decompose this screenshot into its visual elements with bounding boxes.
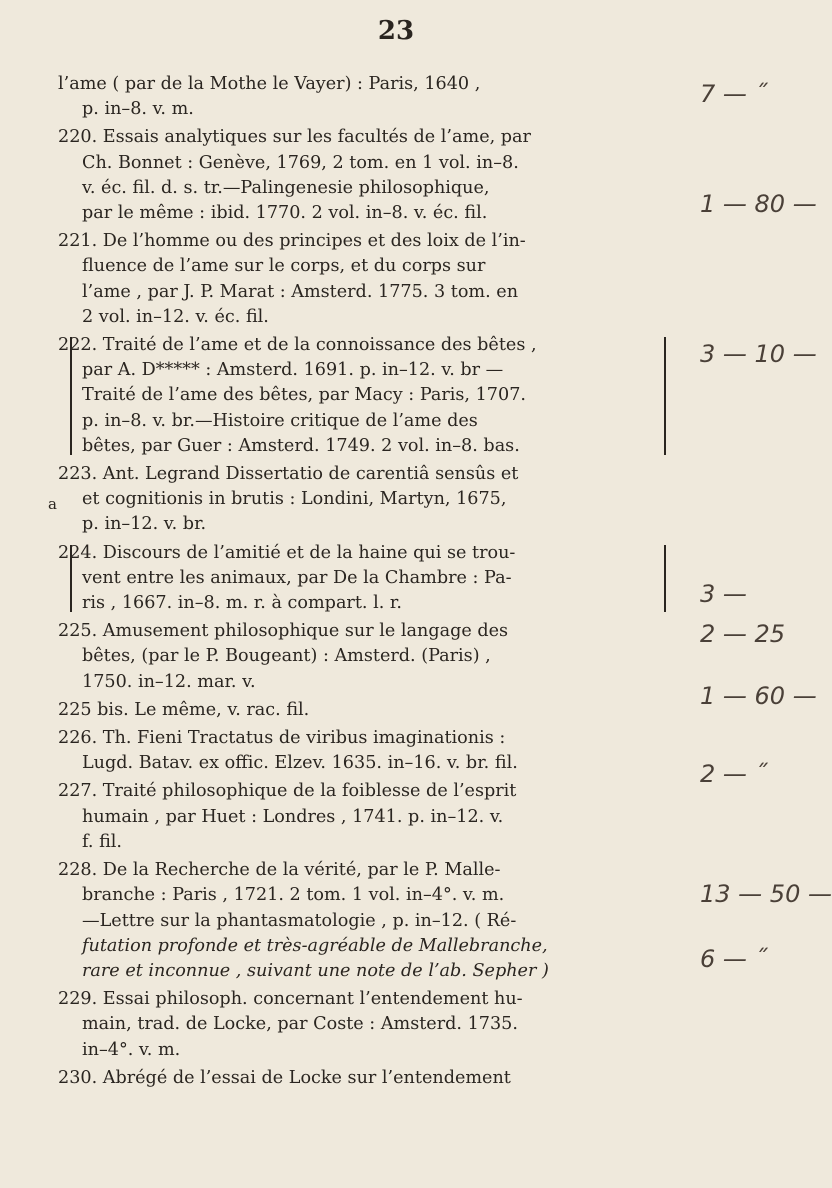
catalogue-entry-227 — [58, 779, 656, 855]
entry-line: main, trad. de Locke, par Coste : Amsterd. 1735. — [82, 1014, 518, 1035]
catalogue-entry-225-bis — [58, 698, 656, 723]
catalogue-entry-224 — [58, 541, 656, 617]
entry-line: rare et inconnue , suivant une note de l’ab. Sepher ) — [82, 960, 549, 981]
entry-line: ris , 1667. in–8. m. r. à compart. l. r. — [82, 593, 402, 614]
entry-line: fluence de l’ame sur le corps, et du corps sur — [82, 256, 486, 277]
entry-line: Lugd. Batav. ex offic. Elzev. 1635. in–16. v. br. fil. — [82, 753, 518, 774]
entry-line: 224. Discours de l’amitié et de la haine qui se trou- — [58, 542, 516, 563]
entry-line: v. éc. fil. d. s. tr.—Palingenesie philosophique, — [82, 177, 490, 198]
price-note: 13 — 50 — — [700, 880, 832, 908]
entry-line: f. fil. — [82, 831, 123, 852]
price-note: 2 — 25 — [700, 620, 786, 648]
entry-line: 1750. in–12. mar. v. — [82, 671, 256, 692]
entry-line: 220. Essais analytiques sur les facultés de l’ame, par — [58, 127, 531, 148]
entry-line: Traité de l’ame des bêtes, par Macy : Paris, 1707. — [82, 385, 526, 406]
entry-line: humain , par Huet : Londres , 1741. p. in–12. v. — [82, 806, 504, 827]
catalogue-entry-230 — [58, 1066, 656, 1091]
price-note: 1 — 60 — — [700, 682, 817, 710]
entry-line: branche : Paris , 1721. 2 tom. 1 vol. in–4°. v. m. — [82, 885, 505, 906]
entry-line: p. in–8. v. m. — [82, 99, 194, 120]
entry-line: 223. Ant. Legrand Dissertatio de carentiâ sensûs et — [58, 464, 519, 485]
entry-line: et cognitionis in brutis : Londini, Martyn, 1675, — [82, 489, 507, 510]
entry-line: vent entre les animaux, par De la Chambre : Pa- — [82, 567, 512, 588]
catalogue-entry-219-continued — [58, 72, 656, 122]
entry-line: 225 bis. Le même, v. rac. fil. — [58, 699, 310, 720]
entry-line: 228. De la Recherche de la vérité, par le P. Malle- — [58, 860, 501, 881]
catalogue-entry-222 — [58, 333, 656, 459]
entry-line: bêtes, par Guer : Amsterd. 1749. 2 vol. in–8. bas. — [82, 435, 520, 456]
entry-line: 221. De l’homme ou des principes et des loix de l’in- — [58, 231, 526, 252]
grouping-bracket — [661, 545, 666, 613]
entry-line: bêtes, (par le P. Bougeant) : Amsterd. (Paris) , — [82, 646, 491, 667]
entry-line: futation profonde et très-agréable de Mallebranche, — [82, 935, 548, 956]
catalogue-entry-228 — [58, 858, 656, 984]
grouping-bracket — [661, 337, 666, 455]
entry-line: Ch. Bonnet : Genève, 1769, 2 tom. en 1 vol. in–8. — [82, 152, 519, 173]
grouping-bracket — [70, 337, 75, 455]
entry-line: p. in–8. v. br.—Histoire critique de l’ame des — [82, 410, 478, 431]
entry-line: l’ame , par J. P. Marat : Amsterd. 1775. 3 tom. en — [82, 281, 519, 302]
price-note: 3 — — [700, 580, 747, 608]
handwritten-price-notes — [680, 60, 832, 1160]
catalogue-entry-221 — [58, 229, 656, 330]
entry-line: 225. Amusement philosophique sur le langage des — [58, 621, 509, 642]
price-note: 7 — ˝ — [700, 80, 767, 108]
entry-line: p. in–12. v. br. — [82, 514, 207, 535]
price-note: 3 — 10 — — [700, 340, 817, 368]
catalogue-entry-226 — [58, 726, 656, 776]
price-note: 2 — ˝ — [700, 760, 767, 788]
entry-line: —Lettre sur la phantasmatologie , p. in–12. ( Ré- — [82, 910, 517, 931]
catalogue-entry-220 — [58, 125, 656, 226]
entry-line: 222. Traité de l’ame et de la connoissance des bêtes , — [58, 335, 537, 356]
page-number: 23 — [377, 16, 415, 46]
catalogue-entries — [48, 72, 656, 1094]
catalogue-entry-229 — [58, 987, 656, 1063]
entry-line: 226. Th. Fieni Tractatus de viribus imaginationis : — [58, 728, 506, 749]
price-note: 1 — 80 — — [700, 190, 817, 218]
entry-line: 2 vol. in–12. v. éc. fil. — [82, 306, 269, 327]
entry-line: 227. Traité philosophique de la foiblesse de l’esprit — [58, 781, 517, 802]
entry-line: l’ame ( par de la Mothe le Vayer) : Paris, 1640 , — [58, 74, 481, 94]
side-mark: a — [48, 495, 57, 514]
entry-line: 229. Essai philosoph. concernant l’entendement hu- — [58, 989, 523, 1010]
entry-line: in–4°. v. m. — [82, 1039, 181, 1060]
catalogue-entry-225 — [58, 619, 656, 695]
entry-line: par le même : ibid. 1770. 2 vol. in–8. v. éc. fil. — [82, 203, 488, 224]
price-note: 6 — ˝ — [700, 945, 767, 973]
grouping-bracket — [70, 545, 75, 613]
entry-line: par A. D***** : Amsterd. 1691. p. in–12. v. br — — [82, 360, 504, 381]
catalogue-entry-223 — [48, 462, 656, 538]
entry-line: 230. Abrégé de l’essai de Locke sur l’entendement — [58, 1067, 511, 1088]
